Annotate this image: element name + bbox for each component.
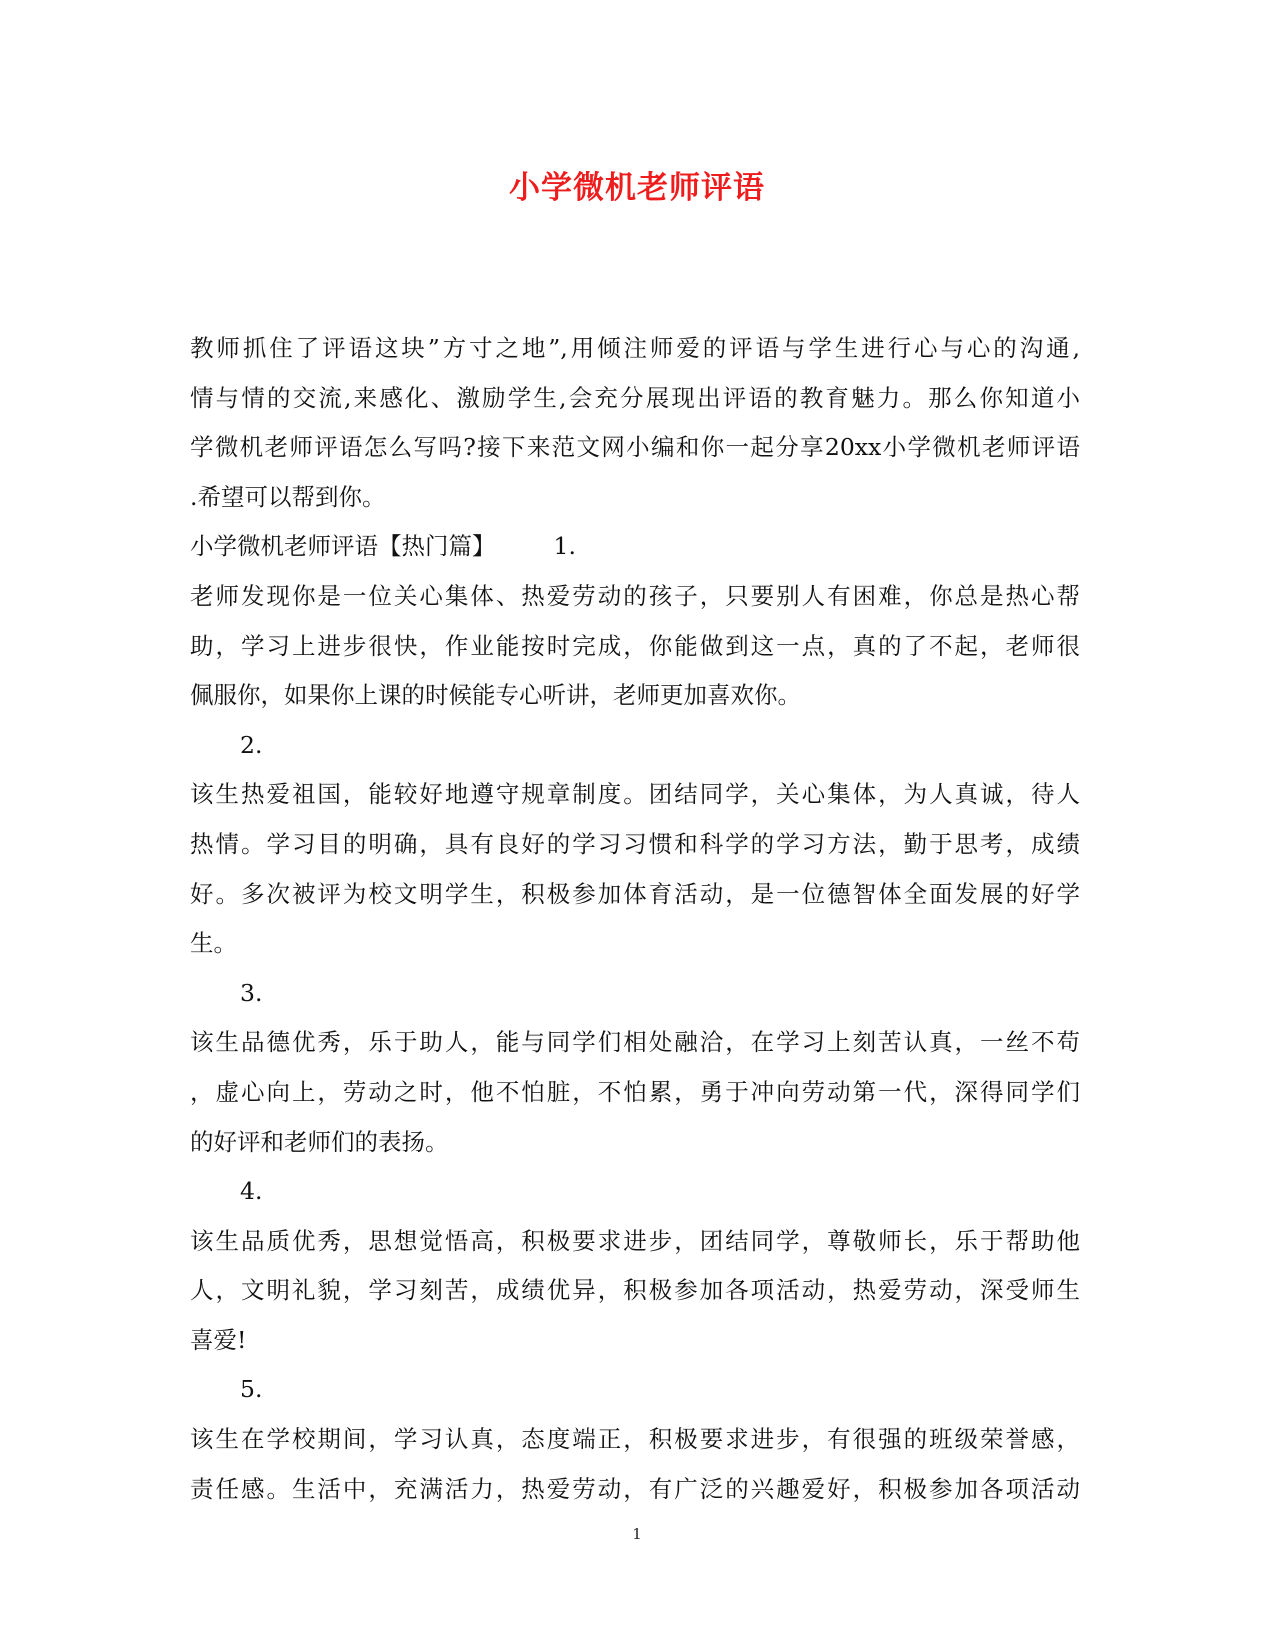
item-number: 2.	[240, 730, 263, 759]
comment-line: 老师发现你是一位关心集体、热爱劳动的孩子，只要别人有困难，你总是热心帮	[190, 581, 1080, 610]
section-heading-row	[190, 522, 1080, 572]
comment-line: 责任感。生活中，充满活力，热爱劳动，有广泛的兴趣爱好，积极参加各项活动	[190, 1474, 1080, 1503]
comment-line: 人，文明礼貌，学习刻苦，成绩优异，积极参加各项活动，热爱劳动，深受师生	[190, 1276, 1080, 1305]
comment-line: 好。多次被评为校文明学生，积极参加体育活动，是一位德智体全面发展的好学	[190, 879, 1080, 908]
comment-line: 该生品质优秀，思想觉悟高，积极要求进步，团结同学，尊敬师长，乐于帮助他	[190, 1226, 1080, 1255]
item-number: 1.	[553, 532, 576, 561]
item-number: 5.	[240, 1375, 263, 1404]
section-heading: 小学微机老师评语【热门篇】	[190, 532, 496, 561]
item-number: 3.	[240, 978, 263, 1007]
comment-line: 喜爱!	[190, 1325, 247, 1354]
comment-line: 助，学习上进步很快，作业能按时完成，你能做到这一点，真的了不起，老师很	[190, 631, 1080, 660]
item-number: 4.	[240, 1177, 263, 1206]
document-body	[190, 324, 1080, 1514]
comment-line: 佩服你，如果你上课的时候能专心听讲，老师更加喜欢你。	[190, 681, 801, 710]
comment-line: 的好评和老师们的表扬。	[190, 1127, 449, 1156]
intro-line: .希望可以帮到你。	[190, 482, 386, 511]
intro-line: 教师抓住了评语这块”方寸之地”,用倾注师爱的评语与学生进行心与心的沟通,	[190, 334, 1080, 362]
intro-line: 情与情的交流,来感化、激励学生,会充分展现出评语的教育魅力。那么你知道小	[190, 383, 1080, 412]
comment-line: 生。	[190, 929, 237, 958]
comment-line: 该生品德优秀，乐于助人，能与同学们相处融洽，在学习上刻苦认真，一丝不苟	[190, 1028, 1080, 1057]
comment-line: 该生在学校期间，学习认真，态度端正，积极要求进步，有很强的班级荣誉感，	[190, 1425, 1080, 1454]
document-title: 小学微机老师评语	[509, 170, 765, 206]
page-number: 1	[632, 1525, 642, 1543]
comment-line: 该生热爱祖国，能较好地遵守规章制度。团结同学，关心集体，为人真诚，待人	[190, 780, 1080, 809]
comment-line: 热情。学习目的明确，具有良好的学习习惯和科学的学习方法，勤于思考，成绩	[190, 829, 1080, 858]
comment-line: ，虚心向上，劳动之时，他不怕脏，不怕累，勇于冲向劳动第一代，深得同学们	[190, 1077, 1080, 1106]
intro-line: 学微机老师评语怎么写吗?接下来范文网小编和你一起分享20xx小学微机老师评语	[190, 433, 1080, 462]
